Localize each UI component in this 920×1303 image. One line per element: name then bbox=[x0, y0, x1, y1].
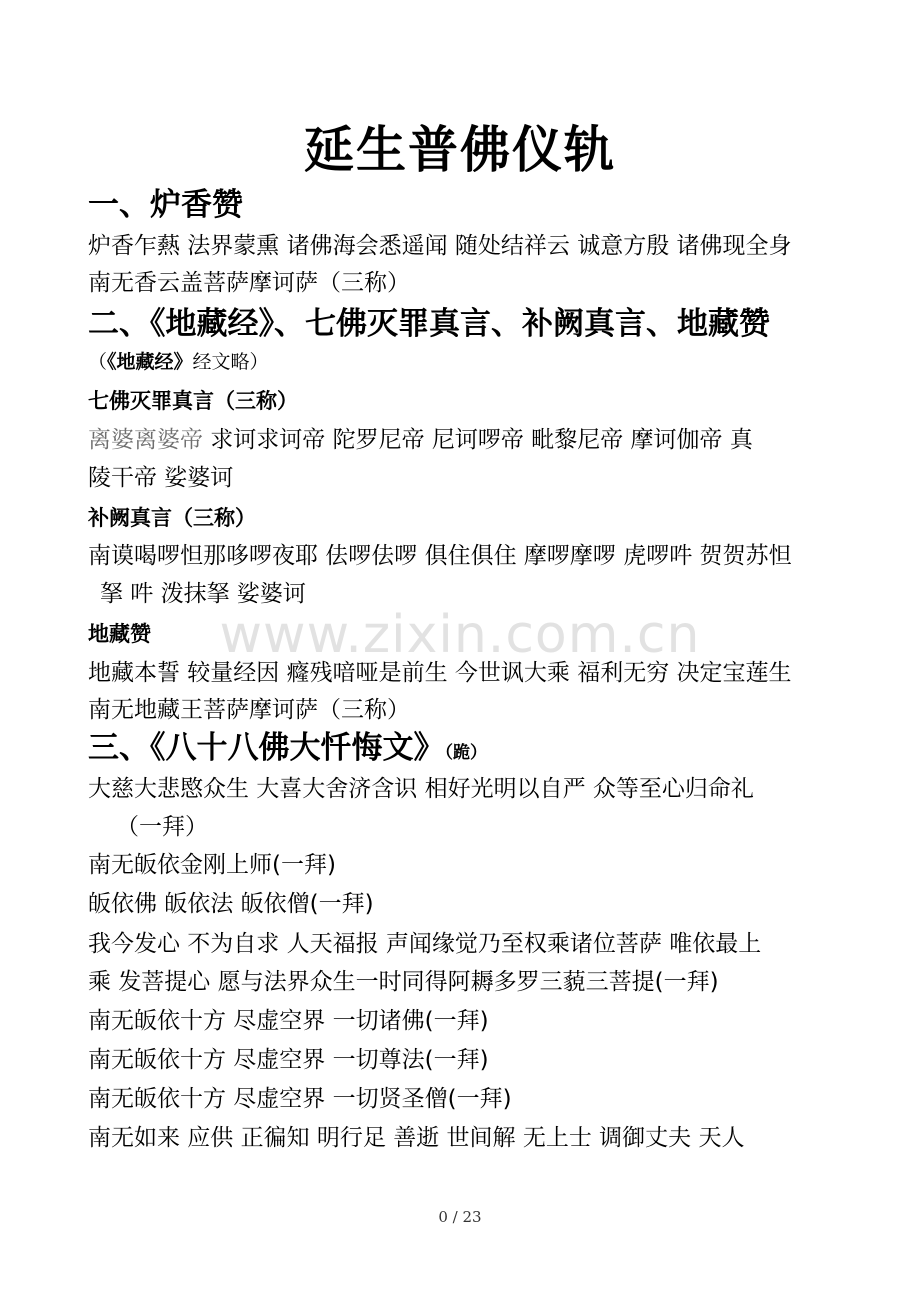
body-line: 南无皈依十方 尽虚空界 一切尊法(一拜) bbox=[88, 1047, 489, 1073]
body-line: 大慈大悲愍众生 大喜大舍济含识 相好光明以自严 众等至心归命礼 bbox=[88, 776, 754, 802]
body-line: 南无皈依十方 尽虚空界 一切贤圣僧(一拜) bbox=[88, 1086, 512, 1112]
body-line: 南无香云盖菩萨摩诃萨（三称） bbox=[88, 270, 410, 296]
subheading: 七佛灭罪真言（三称） bbox=[88, 389, 298, 413]
heading-suffix: （跪） bbox=[444, 743, 487, 763]
body-text: 求诃求诃帝 陀罗尼帝 尼诃啰帝 毗黎尼帝 摩诃伽帝 真 bbox=[203, 427, 753, 453]
body-line: 南无皈依金刚上师(一拜) bbox=[88, 852, 336, 878]
subheading: 补阙真言（三称） bbox=[88, 506, 256, 530]
body-line: 皈依佛 皈依法 皈依僧(一拜) bbox=[88, 891, 374, 917]
body-line bbox=[88, 424, 753, 456]
page-title: 延生普佛仪轨 bbox=[304, 121, 616, 179]
body-line: 拏 吽 泼抹拏 娑婆诃 bbox=[100, 581, 306, 607]
body-line: 地藏本誓 较量经因 癃残喑哑是前生 今世讽大乘 福利无穷 决定宝莲生 bbox=[88, 660, 792, 686]
note-line bbox=[88, 346, 269, 378]
body-line: （一拜） bbox=[116, 814, 208, 840]
body-line: 南谟喝啰怛那哆啰夜耶 佉啰佉啰 俱住俱住 摩啰摩啰 虎啰吽 贺贺苏怛 bbox=[88, 543, 792, 569]
body-line: 乘 发菩提心 愿与法界众生一时同得阿耨多罗三藐三菩提(一拜) bbox=[88, 969, 719, 995]
note-text: 经文略） bbox=[192, 351, 269, 373]
body-line: 南无如来 应供 正徧知 明行足 善逝 世间解 无上士 调御丈夫 天人 bbox=[88, 1125, 745, 1151]
body-line: 南无地藏王菩萨摩诃萨（三称） bbox=[88, 697, 410, 723]
note-paren: （ bbox=[88, 351, 108, 373]
body-line: 我今发心 不为自求 人天福报 声闻缘觉乃至权乘诸位菩萨 唯依最上 bbox=[88, 931, 762, 957]
watermark: www.zixin.com.cn bbox=[219, 605, 701, 665]
body-line: 炉香乍爇 法界蒙熏 诸佛海会悉遥闻 随处结祥云 诚意方殷 诸佛现全身 bbox=[88, 233, 792, 259]
page-number: 0 / 23 bbox=[438, 1208, 482, 1226]
section-heading-3-text: 三、《八十八佛大忏悔文》 bbox=[88, 730, 445, 766]
section-heading-2: 二、《地藏经》、七佛灭罪真言、补阙真言、地藏赞 bbox=[88, 306, 770, 342]
body-line: 陵干帝 娑婆诃 bbox=[88, 465, 234, 491]
body-line: 南无皈依十方 尽虚空界 一切诸佛(一拜) bbox=[88, 1008, 489, 1034]
gray-text: 离婆离婆帝 bbox=[88, 427, 203, 453]
subheading: 地藏赞 bbox=[88, 622, 151, 646]
section-heading-3 bbox=[88, 728, 487, 773]
note-bold-title: 《地藏经》 bbox=[107, 351, 193, 373]
section-heading-1: 一、炉香赞 bbox=[88, 187, 243, 223]
